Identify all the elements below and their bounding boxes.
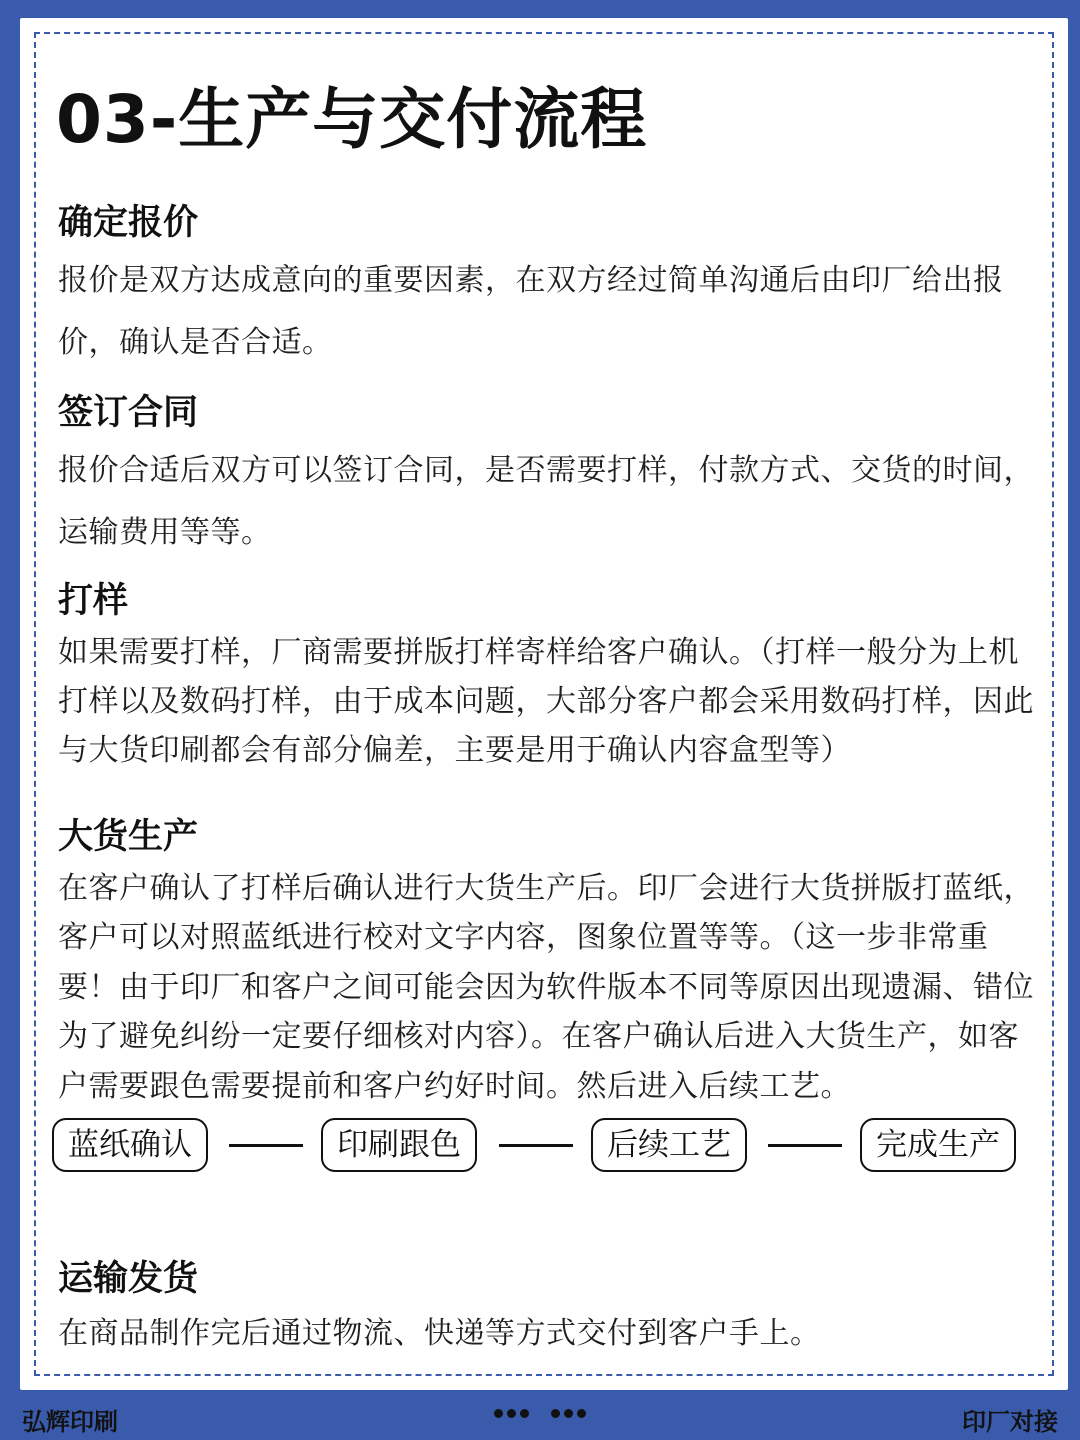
flow-connector xyxy=(768,1144,842,1147)
process-flow xyxy=(52,1118,1022,1172)
section-heading: 运输发货 xyxy=(58,1259,199,1299)
footer xyxy=(0,1392,1080,1440)
section-body: 如果需要打样，厂商需要拼版打样寄样给客户确认。（打样一般分为上机打样以及数码打样，由于成本问题，大部分客户都会采用数码打样，因此与大货印刷都会有部分偏差，主要是用于确认内容盒型等） xyxy=(58,634,1034,768)
content-card xyxy=(20,18,1068,1390)
section-heading: 打样 xyxy=(58,581,129,621)
dot-icon xyxy=(520,1409,529,1418)
dot-icon xyxy=(577,1409,586,1418)
dot-icon xyxy=(507,1409,516,1418)
dot-icon xyxy=(494,1409,503,1418)
section-body: 报价合适后双方可以签订合同，是否需要打样，付款方式、交货的时间，运输费用等等。 xyxy=(58,452,1034,550)
section-body: 报价是双方达成意向的重要因素，在双方经过简单沟通后由印厂给出报价，确认是否合适。 xyxy=(58,262,1004,360)
flow-step-blueprint-confirm: 蓝纸确认 xyxy=(52,1118,208,1172)
footer-tag: 印厂对接 xyxy=(962,1408,1058,1436)
footer-brand: 弘辉印刷 xyxy=(22,1408,118,1436)
page-title: 03-生产与交付流程 xyxy=(56,81,648,158)
section-heading: 大货生产 xyxy=(58,817,199,857)
section-mass-production xyxy=(58,816,1038,1111)
section-body: 在客户确认了打样后确认进行大货生产后。印厂会进行大货拼版打蓝纸，客户可以对照蓝纸进行校对文字内容，图象位置等等。（这一步非常重要！由于印厂和客户之间可能会因为软件版本不同等原因出现遗漏、错位为了避免纠纷一定要仔细核对内容）。在客户确认后进入大货生产，如客户需要跟色需要提前和客户约好时间。然后进入后续工艺。 xyxy=(58,870,1034,1104)
flow-connector xyxy=(499,1144,573,1147)
section-quote xyxy=(58,202,1038,374)
flow-step-post-processing: 后续工艺 xyxy=(591,1118,747,1172)
flow-step-color-matching: 印刷跟色 xyxy=(321,1118,477,1172)
section-shipping xyxy=(58,1258,1038,1362)
flow-connector xyxy=(229,1144,303,1147)
section-proofing xyxy=(58,580,1038,775)
page-indicator xyxy=(494,1409,590,1418)
section-body: 在商品制作完后通过物流、快递等方式交付到客户手上。 xyxy=(58,1315,821,1351)
dot-icon xyxy=(564,1409,573,1418)
section-contract xyxy=(58,392,1038,564)
section-heading: 签订合同 xyxy=(58,393,199,433)
section-heading: 确定报价 xyxy=(58,203,199,243)
dot-icon xyxy=(551,1409,560,1418)
flow-step-production-complete: 完成生产 xyxy=(860,1118,1016,1172)
